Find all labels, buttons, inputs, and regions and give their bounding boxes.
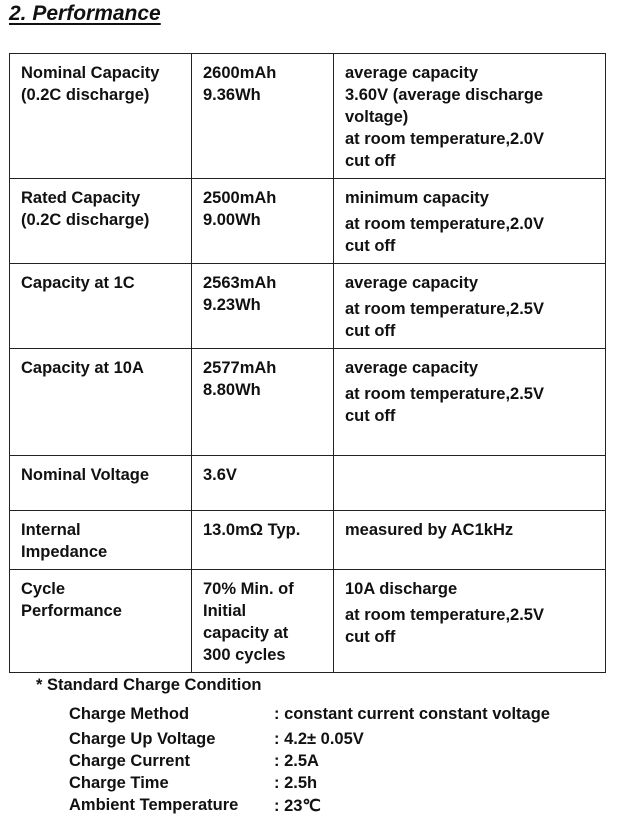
condition-label: Ambient Temperature (69, 796, 239, 814)
note-text: at room temperature,2.0V (345, 130, 544, 148)
value-cell (192, 456, 334, 511)
note-text: measured by AC1kHz (345, 521, 514, 539)
table-row (10, 179, 606, 264)
value-cell (192, 54, 334, 179)
note-text: average capacity (345, 64, 479, 82)
value-text: 9.00Wh (203, 211, 261, 229)
item-text: (0.2C discharge) (21, 86, 150, 104)
condition-label: Charge Method (69, 705, 190, 723)
value-text: 13.0mΩ Typ. (203, 521, 301, 539)
value-text: capacity at (203, 624, 289, 642)
item-text: Internal (21, 521, 81, 539)
section-title: 2. Performance (9, 2, 161, 25)
item-text: Capacity at 1C (21, 274, 135, 292)
table-row (10, 54, 606, 179)
note-text: cut off (345, 237, 396, 255)
item-cell (10, 54, 192, 179)
condition-value: : 2.5A (274, 752, 319, 770)
condition-label: Charge Up Voltage (69, 730, 216, 748)
table-row (10, 511, 606, 570)
table-row (10, 570, 606, 673)
value-text: 2500mAh (203, 189, 277, 207)
note-text: 10A discharge (345, 580, 458, 598)
value-cell (192, 264, 334, 349)
note-text: at room temperature,2.0V (345, 215, 544, 233)
item-text: Performance (21, 602, 122, 620)
condition-value: : constant current constant voltage (274, 705, 550, 723)
value-text: 3.6V (203, 466, 237, 484)
note-cell (334, 264, 606, 349)
value-cell (192, 349, 334, 456)
value-text: 9.36Wh (203, 86, 261, 104)
item-cell (10, 264, 192, 349)
note-text: 3.60V (average discharge (345, 86, 544, 104)
note-cell (334, 456, 606, 511)
table-row (10, 349, 606, 456)
table-row (10, 456, 606, 511)
value-text: 70% Min. of (203, 580, 294, 598)
value-text: 300 cycles (203, 646, 286, 664)
condition-value: : 4.2± 0.05V (274, 730, 364, 748)
condition-label: Charge Current (69, 752, 191, 770)
note-cell (334, 511, 606, 570)
performance-table (9, 53, 606, 673)
note-text: minimum capacity (345, 189, 489, 207)
item-text: Impedance (21, 543, 108, 561)
item-cell (10, 179, 192, 264)
item-text: Nominal Voltage (21, 466, 150, 484)
item-text: (0.2C discharge) (21, 211, 150, 229)
note-cell (334, 349, 606, 456)
value-cell (192, 570, 334, 673)
item-text: Capacity at 10A (21, 359, 144, 377)
value-text: 2563mAh (203, 274, 277, 292)
value-text: Initial (203, 602, 247, 620)
note-text: at room temperature,2.5V (345, 385, 544, 403)
item-cell (10, 456, 192, 511)
note-text: cut off (345, 628, 396, 646)
value-text: 2577mAh (203, 359, 277, 377)
condition-value: : 2.5h (274, 774, 318, 792)
note-text: at room temperature,2.5V (345, 300, 544, 318)
note-text: average capacity (345, 359, 479, 377)
item-cell (10, 570, 192, 673)
note-text: average capacity (345, 274, 479, 292)
note-cell (334, 54, 606, 179)
table-row (10, 264, 606, 349)
note-cell (334, 179, 606, 264)
note-text: at room temperature,2.5V (345, 606, 544, 624)
value-cell (192, 511, 334, 570)
note-cell (334, 570, 606, 673)
item-cell (10, 349, 192, 456)
note-text: cut off (345, 407, 396, 425)
note-text: cut off (345, 152, 396, 170)
value-cell (192, 179, 334, 264)
note-text: cut off (345, 322, 396, 340)
charge-condition-title: * Standard Charge Condition (36, 676, 262, 694)
condition-label: Charge Time (69, 774, 169, 792)
value-text: 9.23Wh (203, 296, 261, 314)
item-text: Cycle (21, 580, 66, 598)
value-text: 2600mAh (203, 64, 277, 82)
item-cell (10, 511, 192, 570)
item-text: Rated Capacity (21, 189, 141, 207)
value-text: 8.80Wh (203, 381, 261, 399)
item-text: Nominal Capacity (21, 64, 160, 82)
condition-value: : 23℃ (274, 797, 321, 815)
note-text: voltage) (345, 108, 409, 126)
